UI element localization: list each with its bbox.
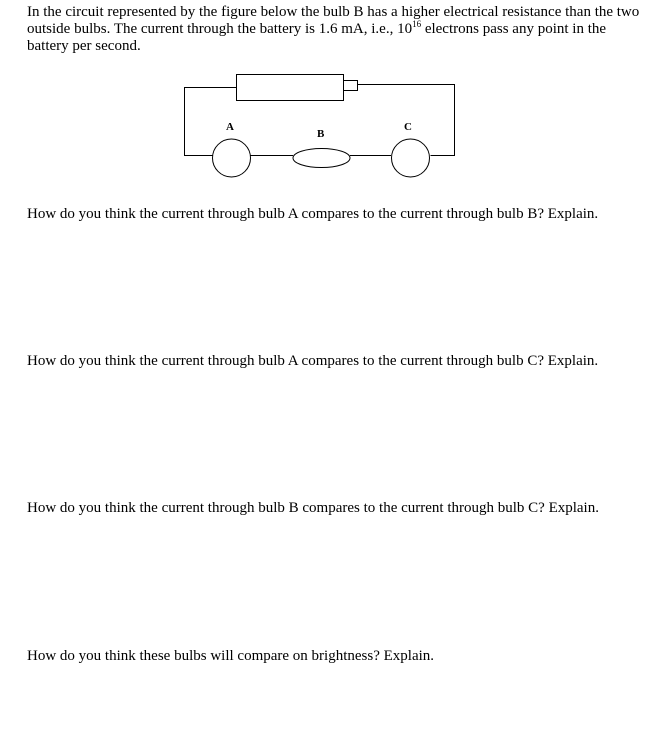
battery-terminal [344, 81, 358, 91]
bulb-a-label: A [226, 121, 234, 133]
intro-exponent: 16 [412, 19, 422, 29]
circuit-diagram [0, 0, 651, 200]
question-4: How do you think these bulbs will compare on brightness? Explain. [27, 648, 435, 664]
bulb-a [213, 139, 251, 177]
wire-right [358, 85, 455, 156]
bulb-c-label: C [404, 121, 412, 133]
battery [237, 75, 344, 101]
intro-text-part2: electrons pass any point in the battery per second. [27, 21, 607, 54]
bulb-b [293, 149, 350, 168]
question-3: How do you think the current through bulb B compares to the current through bulb C? Explain. [27, 500, 599, 516]
question-2: How do you think the current through bulb A compares to the current through bulb C? Explain. [27, 353, 599, 369]
intro-text-part1: In the circuit represented by the figure below the bulb B has a higher electrical resistance than the two outside bulbs. The current through the battery is 1.6 mA, i.e., 10 [27, 4, 640, 37]
bulb-b-label: B [317, 128, 325, 140]
question-1: How do you think the current through bulb A compares to the current through bulb B? Explain. [27, 206, 599, 222]
bulb-c [392, 139, 430, 177]
